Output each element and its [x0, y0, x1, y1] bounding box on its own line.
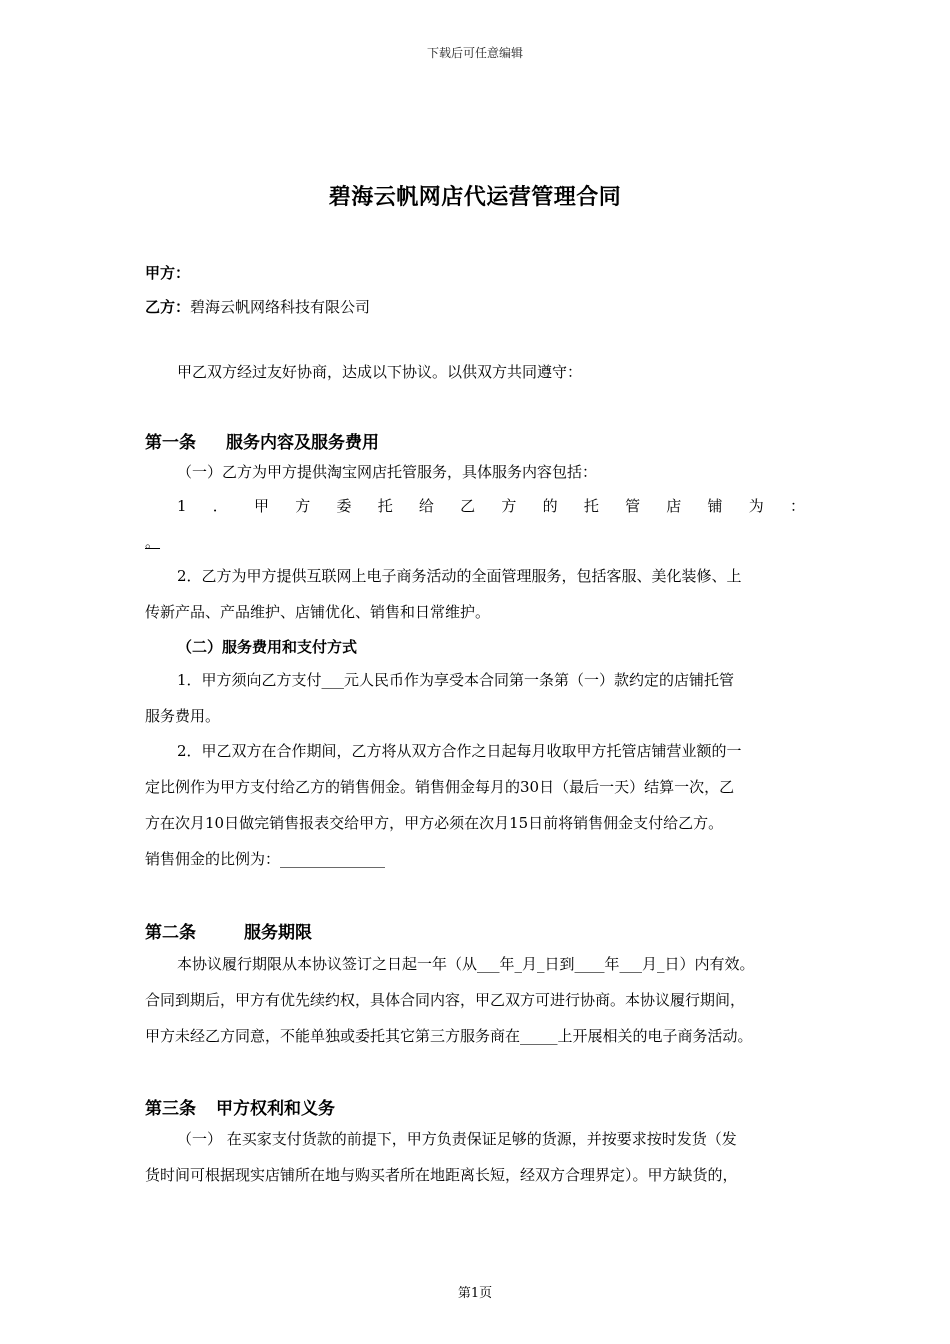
document-title: 碧海云帆网店代运营管理合同	[328, 185, 622, 210]
section-1-number: 第一条	[145, 433, 196, 453]
page-number: 第1页	[457, 1286, 493, 1301]
section-3-line1: （一） 在买家支付货款的前提下，甲方负责保证足够的货源，并按要求按时发货（发	[177, 1130, 737, 1148]
section-1-heading	[145, 428, 379, 453]
party-a	[145, 262, 190, 283]
intro-paragraph: 甲乙双方经过友好协商，达成以下协议。以供双方共同遵守：	[177, 363, 583, 381]
party-b-value: 碧海云帆网络科技有限公司	[190, 298, 371, 316]
section-1-pay1-line2: 服务费用。	[145, 707, 221, 725]
section-2-line3: 甲方未经乙方同意，不能单独或委托其它第三方服务商在_____上开展相关的电子商务活动。	[145, 1027, 753, 1045]
section-1-pay2-line2: 定比例作为甲方支付给乙方的销售佣金。销售佣金每月的30日（最后一天）结算一次，乙	[145, 778, 735, 796]
party-a-label: 甲方：	[145, 264, 191, 282]
header-note: 下载后可任意编辑	[426, 46, 523, 60]
section-1-pay2-line3: 方在次月10日做完销售报表交给甲方，甲方必须在次月15日前将销售佣金支付给乙方。	[145, 814, 724, 832]
section-2-number: 第二条	[145, 923, 196, 943]
section-3-title: 甲方权利和义务	[216, 1099, 335, 1119]
section-1-pay2-line1: 2．甲乙双方在合作期间，乙方将从双方合作之日起每月收取甲方托管店铺营业额的一	[177, 742, 742, 760]
section-1-sub1-heading: （一）乙方为甲方提供淘宝网店托管服务，具体服务内容包括：	[177, 463, 598, 481]
party-b	[145, 296, 370, 317]
section-3-heading	[145, 1094, 335, 1119]
section-3-line2: 货时间可根据现实店铺所在地与购买者所在地距离长短，经双方合理界定）。甲方缺货的，	[145, 1166, 738, 1184]
section-1-item1-line2: 。	[145, 533, 161, 551]
section-3-number: 第三条	[145, 1099, 196, 1119]
section-1-item2-line2: 传新产品、产品维护、店铺优化、销售和日常维护。	[145, 603, 491, 621]
section-2-line1: 本协议履行期限从本协议签订之日起一年（从___年_月_日到____年___月_日）内有效。	[177, 955, 755, 973]
section-2-line2: 合同到期后，甲方有优先续约权，具体合同内容，甲乙双方可进行协商。本协议履行期间，	[145, 991, 746, 1009]
section-1-pay2-line4: 销售佣金的比例为：______________	[145, 850, 386, 868]
section-2-title: 服务期限	[244, 923, 312, 943]
section-2-heading	[145, 918, 312, 943]
section-1-item2-line1: 2．乙方为甲方提供互联网上电子商务活动的全面管理服务，包括客服、美化装修、上	[177, 567, 742, 585]
party-b-label: 乙方：	[145, 298, 191, 316]
section-1-title: 服务内容及服务费用	[226, 433, 379, 453]
section-1-sub2-heading: （二）服务费用和支付方式	[177, 638, 358, 656]
section-1-pay1-line1: 1．甲方须向乙方支付___元人民币作为享受本合同第一条第（一）款约定的店铺托管	[177, 671, 735, 689]
section-1-item1-line1: 1．甲方委托给乙方的托管店铺为：	[177, 497, 805, 515]
